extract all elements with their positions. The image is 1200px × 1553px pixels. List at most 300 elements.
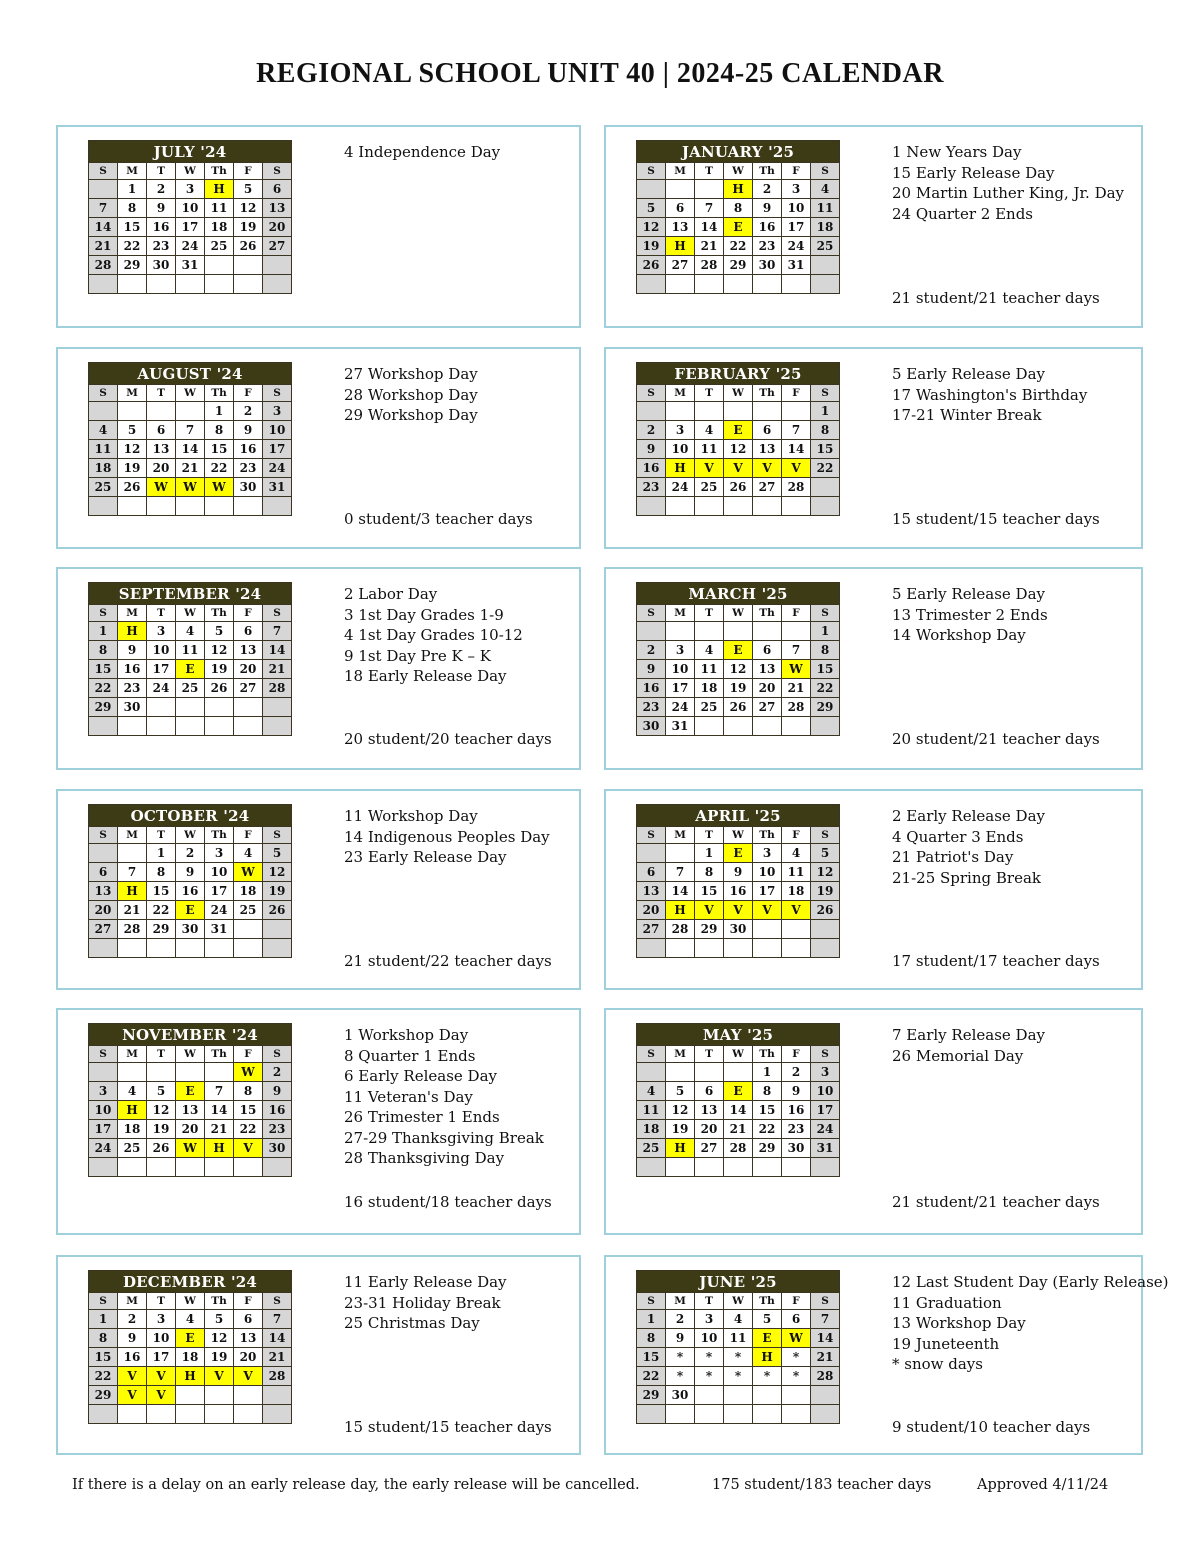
calendar-empty-cell [811, 1405, 840, 1424]
weekday-label: S [89, 1293, 118, 1310]
month-events [892, 1025, 1045, 1066]
calendar-empty-cell [263, 1158, 292, 1177]
calendar-day: 22 [724, 237, 753, 256]
event-item: 12 Last Student Day (Early Release) [892, 1273, 1169, 1291]
calendar-day: 25 [637, 1139, 666, 1158]
month-events [892, 806, 1045, 888]
calendar-empty-cell [753, 717, 782, 736]
calendar-day: 3 [205, 844, 234, 863]
calendar-day: 6 [666, 199, 695, 218]
calendar-empty-cell [666, 497, 695, 516]
month-panel [604, 347, 1143, 549]
calendar-day: * [782, 1348, 811, 1367]
event-item: 13 Trimester 2 Ends [892, 605, 1048, 624]
month-events [344, 584, 523, 687]
event-item: 27 Workshop Day [344, 365, 478, 383]
calendar-day: 10 [666, 660, 695, 679]
calendar-day: 25 [234, 901, 263, 920]
calendar-day: 28 [811, 1367, 840, 1386]
calendar-day: 25 [695, 698, 724, 717]
calendar-day: 2 [666, 1310, 695, 1329]
calendar-day: 21 [724, 1120, 753, 1139]
calendar-day: 19 [234, 218, 263, 237]
month-name: OCTOBER '24 [89, 805, 292, 827]
calendar-day: 15 [205, 440, 234, 459]
calendar-day: 23 [753, 237, 782, 256]
calendar-day: 7 [89, 199, 118, 218]
calendar-day: 3 [782, 180, 811, 199]
calendar-day: 12 [724, 660, 753, 679]
calendar-empty-cell [637, 180, 666, 199]
calendar-empty-cell [205, 698, 234, 717]
calendar-day: E [724, 1082, 753, 1101]
calendar-empty-cell [753, 1405, 782, 1424]
calendar-day: 19 [811, 882, 840, 901]
calendar-day: 10 [811, 1082, 840, 1101]
calendar-day: 22 [118, 237, 147, 256]
calendar-empty-cell [234, 717, 263, 736]
calendar-day: 4 [176, 1310, 205, 1329]
calendar-day: 29 [89, 698, 118, 717]
calendar-empty-cell [811, 275, 840, 294]
calendar-day: 20 [176, 1120, 205, 1139]
month-panel [604, 567, 1143, 770]
calendar-day: 7 [205, 1082, 234, 1101]
weekday-label: S [89, 163, 118, 180]
calendar-day: 10 [666, 440, 695, 459]
calendar-day: W [205, 478, 234, 497]
event-item: 5 Early Release Day [892, 585, 1045, 603]
calendar-day: 10 [695, 1329, 724, 1348]
page-title: REGIONAL SCHOOL UNIT 40 | 2024-25 CALENDAR [256, 58, 944, 89]
calendar-day: 13 [753, 440, 782, 459]
weekday-label: S [263, 1046, 292, 1063]
calendar-empty-cell [205, 939, 234, 958]
calendar-day: 1 [89, 1310, 118, 1329]
calendar-day: 17 [147, 660, 176, 679]
calendar-empty-cell [782, 622, 811, 641]
calendar-day: W [234, 1063, 263, 1082]
weekday-label: S [89, 385, 118, 402]
calendar-day: H [666, 459, 695, 478]
weekday-label: Th [205, 1293, 234, 1310]
calendar-day: 26 [118, 478, 147, 497]
calendar-day: 22 [89, 1367, 118, 1386]
calendar-day: 21 [176, 459, 205, 478]
calendar-day: 21 [205, 1120, 234, 1139]
calendar-day: 15 [118, 218, 147, 237]
weekday-label: F [234, 385, 263, 402]
calendar-day: 30 [147, 256, 176, 275]
calendar-day: 6 [263, 180, 292, 199]
calendar-empty-cell [811, 939, 840, 958]
calendar-day: 11 [695, 660, 724, 679]
calendar-day: 9 [263, 1082, 292, 1101]
calendar-day: 15 [811, 440, 840, 459]
calendar-empty-cell [147, 275, 176, 294]
calendar-empty-cell [263, 1405, 292, 1424]
event-item: 1 Workshop Day [344, 1026, 469, 1044]
event-item: 26 Memorial Day [892, 1046, 1024, 1065]
weekday-label: S [811, 1046, 840, 1063]
weekday-label: Th [753, 605, 782, 622]
calendar-empty-cell [637, 402, 666, 421]
weekday-label: T [147, 1293, 176, 1310]
calendar-day: 5 [263, 844, 292, 863]
calendar-day: 24 [89, 1139, 118, 1158]
calendar-empty-cell [176, 275, 205, 294]
weekday-label: Th [753, 163, 782, 180]
calendar-day: 22 [811, 459, 840, 478]
calendar-empty-cell [637, 1063, 666, 1082]
weekday-label: W [176, 385, 205, 402]
calendar-empty-cell [118, 402, 147, 421]
calendar-day: 28 [666, 920, 695, 939]
weekday-label: S [637, 1046, 666, 1063]
weekday-label: M [118, 385, 147, 402]
calendar-empty-cell [89, 402, 118, 421]
calendar-empty-cell [234, 1386, 263, 1405]
calendar-day: 14 [811, 1329, 840, 1348]
calendar-day: 3 [811, 1063, 840, 1082]
month-calendar [88, 804, 292, 958]
calendar-empty-cell [753, 920, 782, 939]
month-events [344, 1272, 507, 1334]
calendar-empty-cell [234, 920, 263, 939]
calendar-day: 17 [176, 218, 205, 237]
calendar-day: 23 [263, 1120, 292, 1139]
calendar-day: 28 [782, 478, 811, 497]
calendar-day: 24 [782, 237, 811, 256]
weekday-label: T [147, 605, 176, 622]
calendar-day: 13 [176, 1101, 205, 1120]
month-panel [56, 347, 581, 549]
calendar-day: 31 [811, 1139, 840, 1158]
calendar-day: 16 [724, 882, 753, 901]
calendar-day: 2 [234, 402, 263, 421]
calendar-day: 29 [637, 1386, 666, 1405]
weekday-label: Th [205, 605, 234, 622]
calendar-day: 27 [89, 920, 118, 939]
calendar-day: 27 [637, 920, 666, 939]
calendar-empty-cell [753, 1386, 782, 1405]
calendar-day: 12 [147, 1101, 176, 1120]
calendar-day: 12 [811, 863, 840, 882]
calendar-day: 4 [782, 844, 811, 863]
calendar-empty-cell [263, 1386, 292, 1405]
calendar-day: 31 [263, 478, 292, 497]
calendar-day: E [176, 1329, 205, 1348]
calendar-day: 14 [782, 440, 811, 459]
calendar-day: 6 [782, 1310, 811, 1329]
month-day-count: 20 student/20 teacher days [344, 730, 552, 748]
calendar-empty-cell [118, 717, 147, 736]
calendar-day: 10 [89, 1101, 118, 1120]
weekday-label: F [782, 605, 811, 622]
calendar-day: 18 [176, 1348, 205, 1367]
calendar-day: V [724, 901, 753, 920]
weekday-label: W [176, 827, 205, 844]
calendar-day: 5 [666, 1082, 695, 1101]
calendar-day: 10 [263, 421, 292, 440]
weekday-label: T [147, 827, 176, 844]
calendar-empty-cell [695, 939, 724, 958]
calendar-day: 23 [118, 679, 147, 698]
event-item: 2 Early Release Day [892, 807, 1045, 825]
event-item: 4 Quarter 3 Ends [892, 827, 1024, 846]
weekday-label: S [637, 1293, 666, 1310]
calendar-day: H [176, 1367, 205, 1386]
event-item: 1 New Years Day [892, 143, 1022, 161]
month-day-count: 9 student/10 teacher days [892, 1418, 1091, 1436]
calendar-day: 16 [234, 440, 263, 459]
calendar-day: 2 [118, 1310, 147, 1329]
calendar-day: E [724, 844, 753, 863]
calendar-empty-cell [695, 717, 724, 736]
weekday-label: M [118, 1293, 147, 1310]
calendar-day: E [724, 641, 753, 660]
calendar-day: 27 [695, 1139, 724, 1158]
footer-total-days: 175 student/183 teacher days [712, 1477, 932, 1493]
calendar-day: 8 [89, 641, 118, 660]
calendar-empty-cell [695, 275, 724, 294]
calendar-day: 11 [811, 199, 840, 218]
weekday-label: S [263, 1293, 292, 1310]
calendar-empty-cell [666, 402, 695, 421]
calendar-empty-cell [811, 256, 840, 275]
calendar-day: 15 [147, 882, 176, 901]
calendar-day: 1 [753, 1063, 782, 1082]
calendar-day: 8 [234, 1082, 263, 1101]
calendar-empty-cell [695, 402, 724, 421]
calendar-empty-cell [724, 402, 753, 421]
calendar-day: 3 [147, 1310, 176, 1329]
calendar-empty-cell [118, 497, 147, 516]
footer-note: If there is a delay on an early release day, the early release will be cancelled. [72, 1477, 640, 1493]
calendar-day: 21 [782, 679, 811, 698]
month-calendar [88, 582, 292, 736]
calendar-day: 13 [89, 882, 118, 901]
calendar-empty-cell [811, 1386, 840, 1405]
calendar-empty-cell [753, 622, 782, 641]
weekday-label: W [176, 1293, 205, 1310]
calendar-day: 31 [176, 256, 205, 275]
calendar-day: 16 [637, 459, 666, 478]
calendar-day: E [176, 901, 205, 920]
calendar-empty-cell [147, 698, 176, 717]
weekday-label: F [782, 163, 811, 180]
calendar-day: 4 [724, 1310, 753, 1329]
calendar-empty-cell [205, 717, 234, 736]
weekday-label: Th [205, 163, 234, 180]
calendar-empty-cell [118, 275, 147, 294]
calendar-empty-cell [234, 497, 263, 516]
weekday-label: F [782, 385, 811, 402]
calendar-day: V [118, 1367, 147, 1386]
weekday-label: F [234, 163, 263, 180]
calendar-empty-cell [118, 939, 147, 958]
calendar-day: 12 [234, 199, 263, 218]
calendar-day: 22 [811, 679, 840, 698]
calendar-empty-cell [176, 402, 205, 421]
weekday-label: M [118, 827, 147, 844]
calendar-empty-cell [147, 1405, 176, 1424]
weekday-label: T [695, 1293, 724, 1310]
calendar-day: 9 [666, 1329, 695, 1348]
calendar-empty-cell [637, 939, 666, 958]
calendar-day: 20 [263, 218, 292, 237]
calendar-day: 24 [666, 698, 695, 717]
calendar-day: 4 [695, 421, 724, 440]
calendar-empty-cell [263, 939, 292, 958]
calendar-day: 7 [176, 421, 205, 440]
calendar-day: 30 [234, 478, 263, 497]
calendar-empty-cell [637, 1405, 666, 1424]
calendar-empty-cell [695, 622, 724, 641]
calendar-day: * [724, 1367, 753, 1386]
month-day-count: 15 student/15 teacher days [344, 1418, 552, 1436]
calendar-day: 25 [811, 237, 840, 256]
weekday-label: M [666, 605, 695, 622]
month-events [344, 142, 500, 163]
calendar-day: 8 [147, 863, 176, 882]
calendar-day: 30 [118, 698, 147, 717]
calendar-day: 22 [753, 1120, 782, 1139]
calendar-day: 14 [666, 882, 695, 901]
calendar-day: W [234, 863, 263, 882]
calendar-day: 1 [89, 622, 118, 641]
calendar-day: 20 [234, 660, 263, 679]
calendar-day: 19 [666, 1120, 695, 1139]
event-item: 23 Early Release Day [344, 848, 507, 866]
calendar-day: 9 [753, 199, 782, 218]
calendar-empty-cell [147, 717, 176, 736]
month-panel [56, 567, 581, 770]
calendar-day: 21 [811, 1348, 840, 1367]
month-day-count: 16 student/18 teacher days [344, 1193, 552, 1211]
calendar-day: 5 [205, 1310, 234, 1329]
calendar-day: 18 [118, 1120, 147, 1139]
calendar-day: 19 [205, 1348, 234, 1367]
event-item: * snow days [892, 1355, 983, 1373]
calendar-empty-cell [753, 939, 782, 958]
calendar-day: 29 [811, 698, 840, 717]
calendar-day: 1 [695, 844, 724, 863]
calendar-empty-cell [89, 939, 118, 958]
event-item: 26 Trimester 1 Ends [344, 1108, 500, 1126]
calendar-day: 15 [637, 1348, 666, 1367]
calendar-day: 1 [205, 402, 234, 421]
event-item: 3 1st Day Grades 1-9 [344, 605, 504, 624]
calendar-day: 11 [637, 1101, 666, 1120]
calendar-day: 18 [637, 1120, 666, 1139]
calendar-empty-cell [724, 275, 753, 294]
event-item: 11 Veteran's Day [344, 1087, 473, 1106]
weekday-label: Th [753, 1293, 782, 1310]
calendar-empty-cell [147, 402, 176, 421]
calendar-day: 29 [724, 256, 753, 275]
calendar-day: 3 [666, 421, 695, 440]
calendar-day: H [753, 1348, 782, 1367]
calendar-empty-cell [811, 920, 840, 939]
month-calendar [88, 362, 292, 516]
calendar-day: 31 [782, 256, 811, 275]
calendar-day: 15 [753, 1101, 782, 1120]
calendar-empty-cell [782, 920, 811, 939]
calendar-day: 5 [234, 180, 263, 199]
calendar-day: 2 [176, 844, 205, 863]
weekday-label: W [724, 1046, 753, 1063]
month-events [892, 364, 1087, 426]
weekday-label: S [263, 605, 292, 622]
calendar-empty-cell [263, 920, 292, 939]
weekday-label: F [234, 1046, 263, 1063]
weekday-label: T [147, 163, 176, 180]
weekday-label: F [782, 827, 811, 844]
calendar-empty-cell [782, 1405, 811, 1424]
calendar-day: V [147, 1367, 176, 1386]
month-name: DECEMBER '24 [89, 1271, 292, 1293]
calendar-day: V [695, 459, 724, 478]
calendar-empty-cell [695, 180, 724, 199]
month-calendar [636, 582, 840, 736]
calendar-day: 13 [637, 882, 666, 901]
calendar-day: 30 [666, 1386, 695, 1405]
month-name: JULY '24 [89, 141, 292, 163]
month-calendar [88, 1270, 292, 1424]
month-calendar [636, 1270, 840, 1424]
calendar-empty-cell [263, 497, 292, 516]
calendar-day: 10 [753, 863, 782, 882]
calendar-day: 15 [695, 882, 724, 901]
calendar-day: 6 [753, 421, 782, 440]
calendar-day: 3 [263, 402, 292, 421]
month-events [344, 1025, 544, 1169]
event-item: 13 Workshop Day [892, 1314, 1026, 1332]
calendar-empty-cell [118, 1063, 147, 1082]
calendar-empty-cell [118, 1405, 147, 1424]
calendar-day: W [782, 1329, 811, 1348]
calendar-empty-cell [753, 1158, 782, 1177]
calendar-day: 12 [666, 1101, 695, 1120]
weekday-label: W [176, 1046, 205, 1063]
month-name: MARCH '25 [637, 583, 840, 605]
calendar-day: 16 [263, 1101, 292, 1120]
calendar-day: * [724, 1348, 753, 1367]
calendar-day: 26 [724, 698, 753, 717]
calendar-day: 19 [205, 660, 234, 679]
calendar-day: 13 [753, 660, 782, 679]
calendar-day: 7 [811, 1310, 840, 1329]
calendar-day: 10 [205, 863, 234, 882]
calendar-day: 11 [695, 440, 724, 459]
calendar-day: 26 [811, 901, 840, 920]
calendar-day: 12 [118, 440, 147, 459]
calendar-day: E [176, 1082, 205, 1101]
calendar-empty-cell [176, 1158, 205, 1177]
month-name: AUGUST '24 [89, 363, 292, 385]
calendar-day: 30 [263, 1139, 292, 1158]
weekday-label: S [811, 1293, 840, 1310]
calendar-empty-cell [637, 1158, 666, 1177]
event-item: 11 Workshop Day [344, 807, 478, 825]
calendar-day: 14 [263, 641, 292, 660]
calendar-empty-cell [205, 275, 234, 294]
event-item: 21 Patriot's Day [892, 848, 1014, 866]
calendar-day: 16 [118, 1348, 147, 1367]
calendar-day: 6 [695, 1082, 724, 1101]
month-panel [56, 789, 581, 990]
